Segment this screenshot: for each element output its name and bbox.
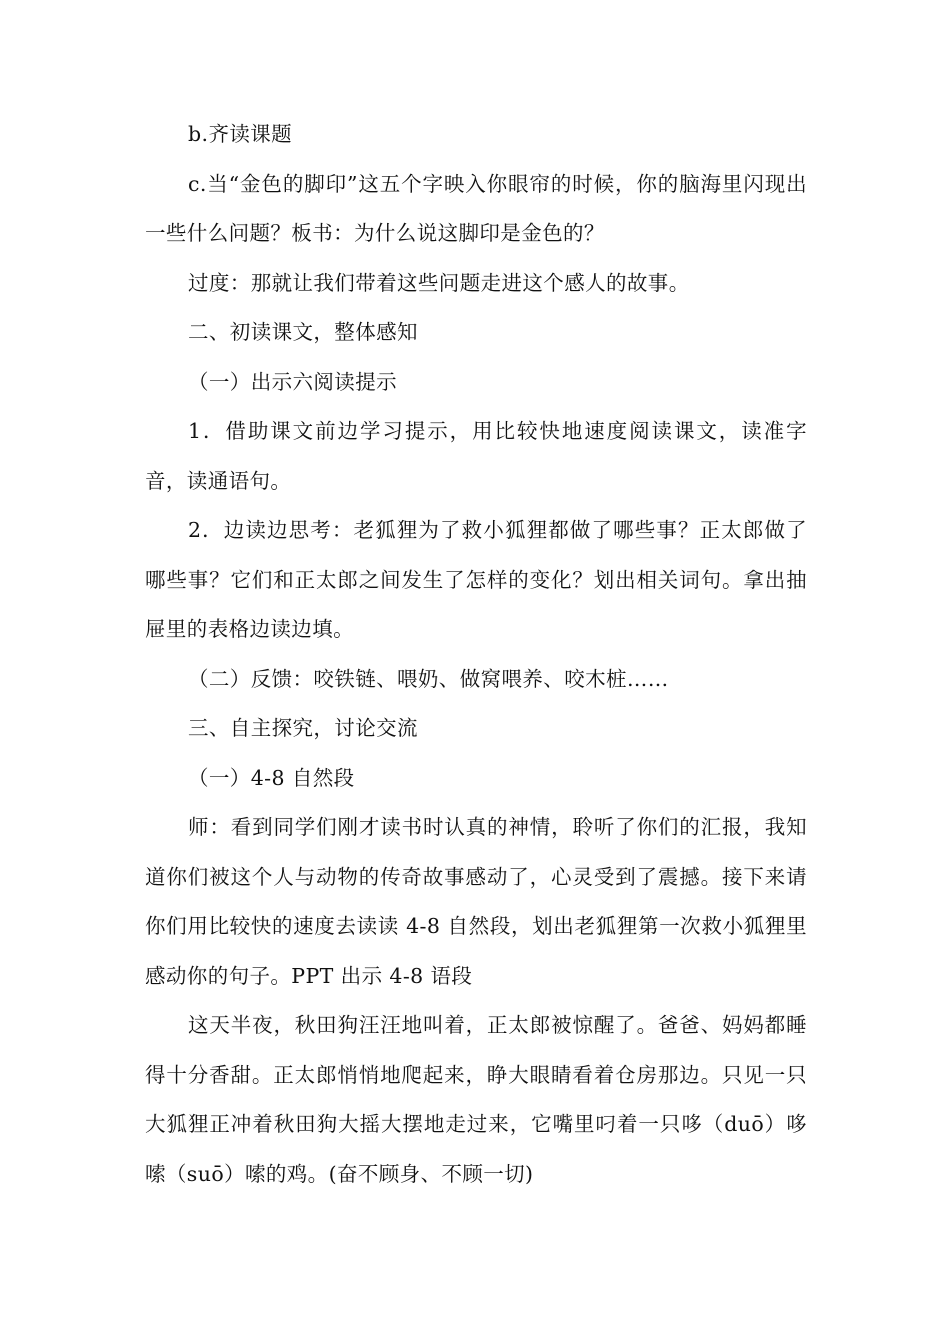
paragraph-2: c.当“金色的脚印”这五个字映入你眼帘的时候，你的脑海里闪现出一些什么问题？板书：为什么说这脚印是金色的？: [145, 171, 807, 245]
feedback-line: （二）反馈：咬铁链、喂奶、做窝喂养、咬木桩……: [188, 666, 669, 691]
document-page: [145, 110, 807, 1199]
subsection-heading-4-8: （一）4-8 自然段: [188, 765, 355, 790]
teacher-remark: 师：看到同学们刚才读书时认真的神情，聆听了你们的汇报，我知道你们被这个人与动物的传奇故事感动了，心灵受到了震撼。接下来请你们用比较快的速度去读读 4-8 自然段，划出老狐狸第一次救小狐狸里感动你的句子。PPT 出示 4-8 语段: [145, 815, 807, 988]
paragraph-1: b.齐读课题: [188, 122, 293, 146]
paragraph-3: 过度：那就让我们带着这些问题走进这个感人的故事。: [188, 270, 690, 295]
reading-tip-1: 1．借助课文前边学习提示，用比较快地速度阅读课文，读准字音，读通语句。: [145, 419, 807, 493]
section-heading-3: 三、自主探究，讨论交流: [188, 716, 418, 740]
story-excerpt: 这天半夜，秋田狗汪汪地叫着，正太郎被惊醒了。爸爸、妈妈都睡得十分香甜。正太郎悄悄地爬起来，睁大眼睛看着仓房那边。只见一只大狐狸正冲着秋田狗大摇大摆地走过来，它嘴里叼着一只哆（duō）哆嗦（suō）嗦的鸡。(奋不顾身、不顾一切): [145, 1013, 807, 1186]
section-heading-2: 二、初读课文，整体感知: [188, 320, 418, 344]
reading-tip-2: 2．边读边思考：老狐狸为了救小狐狸都做了哪些事？正太郎做了哪些事？它们和正太郎之间发生了怎样的变化？划出相关词句。拿出抽屉里的表格边读边填。: [145, 518, 807, 641]
subsection-heading-1: （一）出示六阅读提示: [188, 369, 397, 394]
